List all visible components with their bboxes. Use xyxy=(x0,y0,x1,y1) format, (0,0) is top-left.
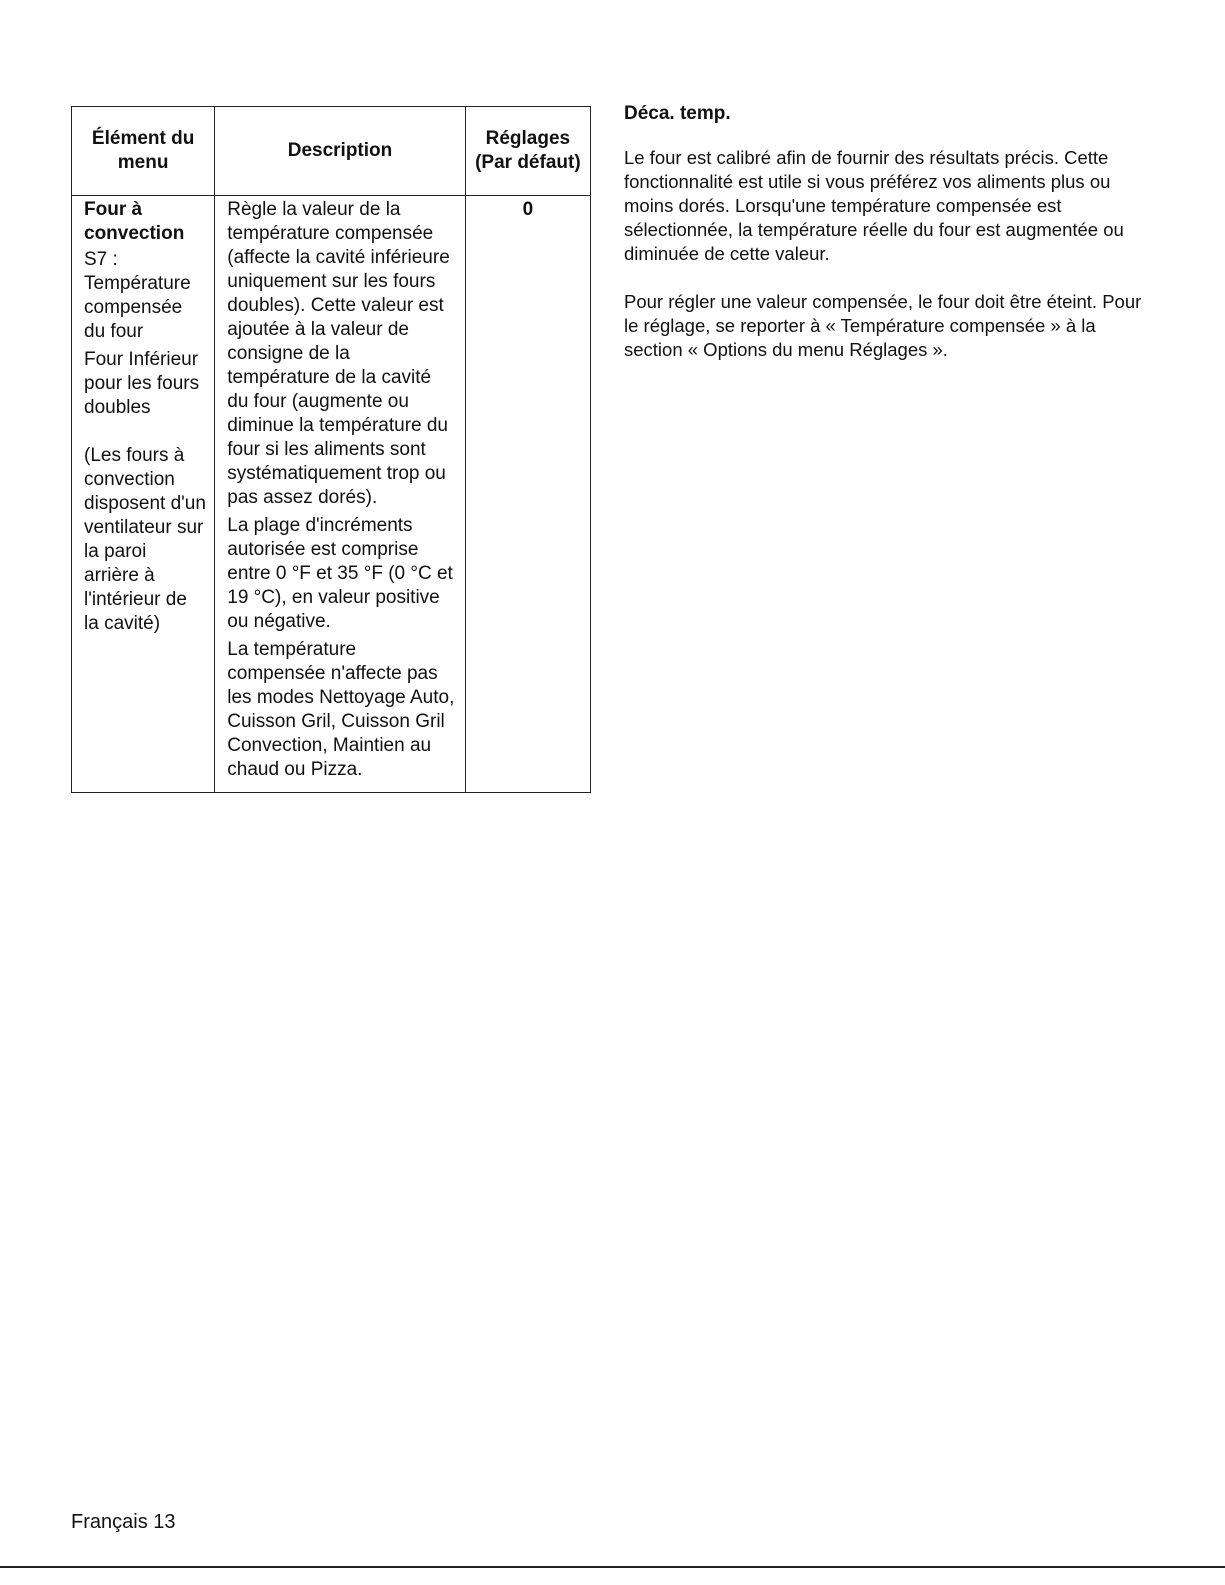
table-row xyxy=(72,196,591,793)
element-title: Four à convection xyxy=(84,199,185,244)
header-default xyxy=(465,107,590,196)
description-paragraph-1: Règle la valeur de la température compensée (affecte la cavité inférieure uniquement sur les fours doubles). Cette valeur est ajoutée à la valeur de consigne de la température de la cavité du four (augmente ou diminue la température du four si les aliments sont systématiquement trop ou pas assez dorés). xyxy=(227,199,450,508)
element-code: S7 : xyxy=(84,249,118,270)
section-title: Déca. temp. xyxy=(624,103,731,124)
header-description-label: Description xyxy=(287,140,393,161)
element-cell xyxy=(72,196,215,793)
default-cell xyxy=(465,196,590,793)
section-paragraph-2: Pour régler une valeur compensée, le four doit être éteint. Pour le réglage, se reporter à « Température compensée » à la section « Options du menu Réglages ». xyxy=(624,291,1142,360)
header-default-label: Réglages (Par défaut) xyxy=(475,128,581,173)
table-header-row xyxy=(72,107,591,196)
element-name: Température compensée du four xyxy=(84,273,191,342)
header-description xyxy=(215,107,465,196)
footer-divider xyxy=(0,1566,1225,1568)
description-paragraph-3: La température compensée n'affecte pas les modes Nettoyage Auto, Cuisson Gril, Cuisson Gril Convection, Maintien au chaud ou Pizza. xyxy=(227,639,455,780)
settings-table xyxy=(71,106,591,793)
section-paragraph-1: Le four est calibré afin de fournir des résultats précis. Cette fonctionnalité est utile si vous préférez vos aliments plus ou moins dorés. Lorsqu'une température compensée est sélectionnée, la température réelle du four est augmentée ou diminuée de cette valeur. xyxy=(624,147,1124,264)
default-value: 0 xyxy=(522,199,534,220)
element-note: (Les fours à convection disposent d'un ventilateur sur la paroi arrière à l'intérieur de la cavité) xyxy=(84,445,206,634)
side-section xyxy=(624,102,1144,386)
element-scope: Four Inférieur pour les fours doubles xyxy=(84,349,200,418)
page-footer: Français 13 xyxy=(71,1511,176,1533)
description-cell xyxy=(215,196,465,793)
description-paragraph-2: La plage d'incréments autorisée est comprise entre 0 °F et 35 °F (0 °C et 19 °C), en valeur positive ou négative. xyxy=(227,515,453,632)
header-element-label: Élément du menu xyxy=(91,128,195,173)
header-element xyxy=(72,107,215,196)
